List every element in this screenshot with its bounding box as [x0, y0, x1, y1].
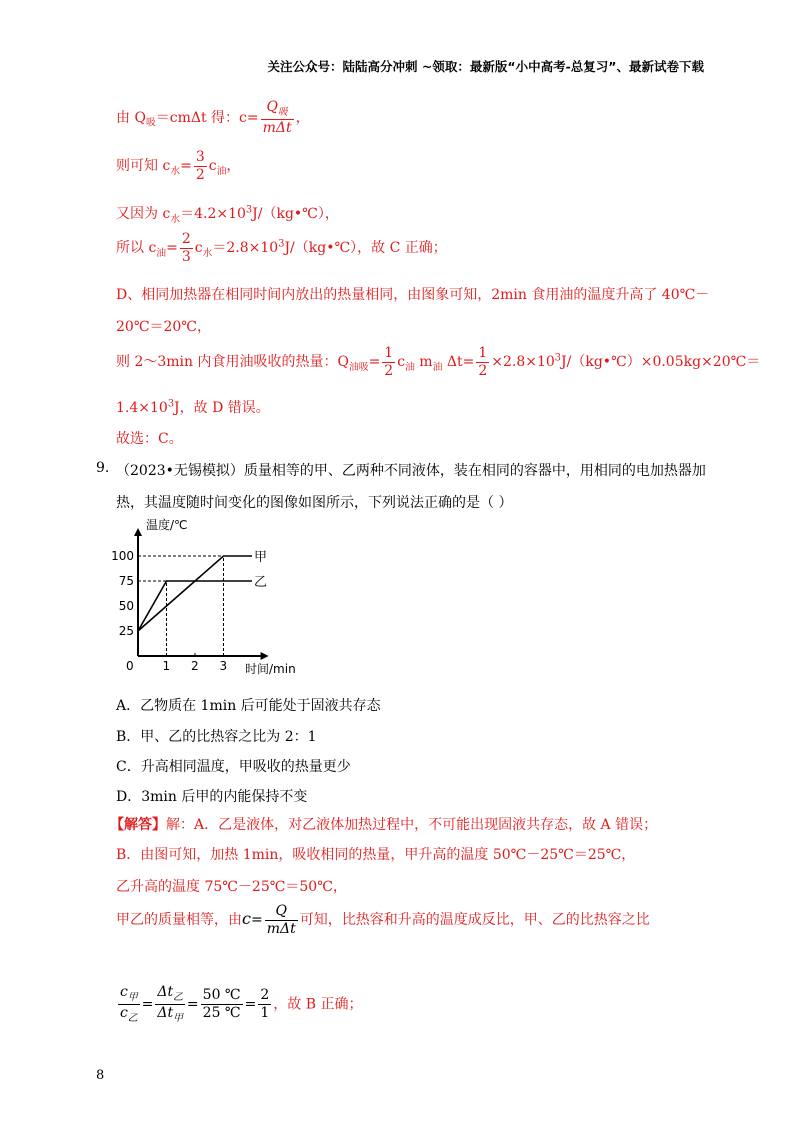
solution-line-9: 故选：C。 [116, 431, 183, 447]
answer-line-5: $\frac{c_甲}{c_乙}$ = $\frac{\Delta t_乙}{\Delta t_甲}$ = $\frac{50 ℃}{25 ℃}$ = $\frac{2}{1}$ ，故 B 正确； [120, 984, 363, 1024]
y-tick-label: 100 [111, 549, 134, 563]
x-axis-label: 时间/min [245, 662, 296, 676]
answer-line-1: 【解答】解：A．乙是液体，对乙液体加热过程中，不可能出现固液共存态，故 A 错误； [110, 817, 658, 833]
solution-line-3: 又因为 $c_水=4.2\times 10^3J/(kg•℃)$， [116, 204, 339, 225]
answer-tag: 【解答】 [110, 817, 166, 833]
page-number: 8 [96, 1068, 105, 1083]
series-label-jia: 甲 [254, 550, 268, 565]
x-tick-label: 2 [191, 659, 199, 673]
solution-line-4: 所以 $c_油=$ $\frac{2}{3}$ $c_水=2.8\times 10^3J/(kg•℃)$，故 C 正确； [116, 231, 447, 265]
y-tick-label: 25 [118, 624, 134, 638]
solution-line-2: 则可知 $c_水=$ $\frac{3}{2}$ $c_油$， [116, 149, 241, 183]
x-axis-arrow [261, 652, 269, 660]
question-line-2: 热，其温度随时间变化的图像如图所示，下列说法正确的是（ ） [116, 495, 513, 511]
answer-line-4: 甲乙的质量相等，由c= $\frac{Q}{\text{mΔt}}$ 可知，比热容和升高的温度成反比，甲、乙的比热容之比 [116, 903, 650, 937]
series-line-yi [138, 581, 252, 631]
fraction-dt-yi-dt-jia: $\frac{\Delta t_乙}{\Delta t_甲}$ [157, 984, 183, 1024]
fraction-q-over-mdt-2: $\frac{Q}{\text{mΔt}}$ [266, 903, 296, 937]
option-a: A．乙物质在 1min 后可能处于固液共存态 [116, 698, 381, 714]
option-c: C．升高相同温度，甲吸收的热量更少 [116, 759, 351, 775]
fraction-1-2-a: $\frac{1}{2}$ [384, 345, 394, 379]
x-tick-label: 0 [126, 659, 134, 673]
solution-line-1: 由 $Q_吸=cm\Delta t$ 得：c= $\frac{Q_吸}{\text{mΔt}}$ ， [116, 99, 310, 137]
fraction-50-25: $\frac{50 ℃}{25 ℃}$ [202, 987, 241, 1022]
y-axis-arrow [134, 528, 142, 536]
series-label-yi: 乙 [254, 575, 268, 590]
series-line-jia [138, 556, 252, 631]
fraction-c-jia-c-yi: $\frac{c_甲}{c_乙}$ [120, 984, 138, 1024]
fraction-2-1: $\frac{2}{1}$ [260, 987, 270, 1022]
fraction-q-over-mdt: $\frac{Q_吸}{\text{mΔt}}$ [262, 99, 292, 137]
option-b: B．甲、乙的比热容之比为 2：1 [116, 729, 317, 745]
fraction-3-2: $\frac{3}{2}$ [195, 149, 205, 183]
y-tick-label: 75 [118, 574, 134, 588]
question-line-1: （2023•无锡模拟）质量相等的甲、乙两种不同液体，装在相同的容器中，用相同的电加热器加 [116, 463, 706, 479]
answer-line-2: B．由图可知，加热 1min，吸收相同的热量，甲升高的温度 50℃－25℃＝25℃， [116, 847, 636, 863]
x-tick-label: 3 [219, 659, 228, 673]
question-number: 9. [96, 460, 110, 476]
solution-line-6: 20℃＝20℃， [116, 319, 211, 335]
temperature-time-graph [110, 516, 320, 681]
page-header: 关注公众号：陆陆高分冲刺 ~领取：最新版“小中高考-总复习”、最新试卷下载 [267, 59, 704, 74]
x-tick-label: 1 [162, 659, 171, 673]
answer-line-3: 乙升高的温度 75℃－25℃＝50℃， [116, 879, 347, 895]
option-d: D．3min 后甲的内能保持不变 [116, 789, 308, 805]
fraction-2-3: $\frac{2}{3}$ [181, 231, 191, 265]
y-axis-label: 温度/℃ [146, 518, 188, 532]
solution-line-8: $1.4\times 10^3J$，故 D 错误。 [116, 398, 270, 416]
solution-line-5: D、相同加热器在相同时间内放出的热量相同，由图象可知，2min 食用油的温度升高了 40℃－ [116, 287, 710, 303]
fraction-1-2-b: $\frac{1}{2}$ [478, 345, 488, 379]
y-tick-label: 50 [118, 599, 134, 613]
solution-line-7: 则 2～3min 内食用油吸收的热量：$Q_{油吸}=$ $\frac{1}{2}$ $c_油$ $m_油$ Δt= $\frac{1}{2}$ $\times 2.8\times 10^3J/(kg•℃)\times 0.05kg\times 20℃=$ [116, 345, 761, 379]
